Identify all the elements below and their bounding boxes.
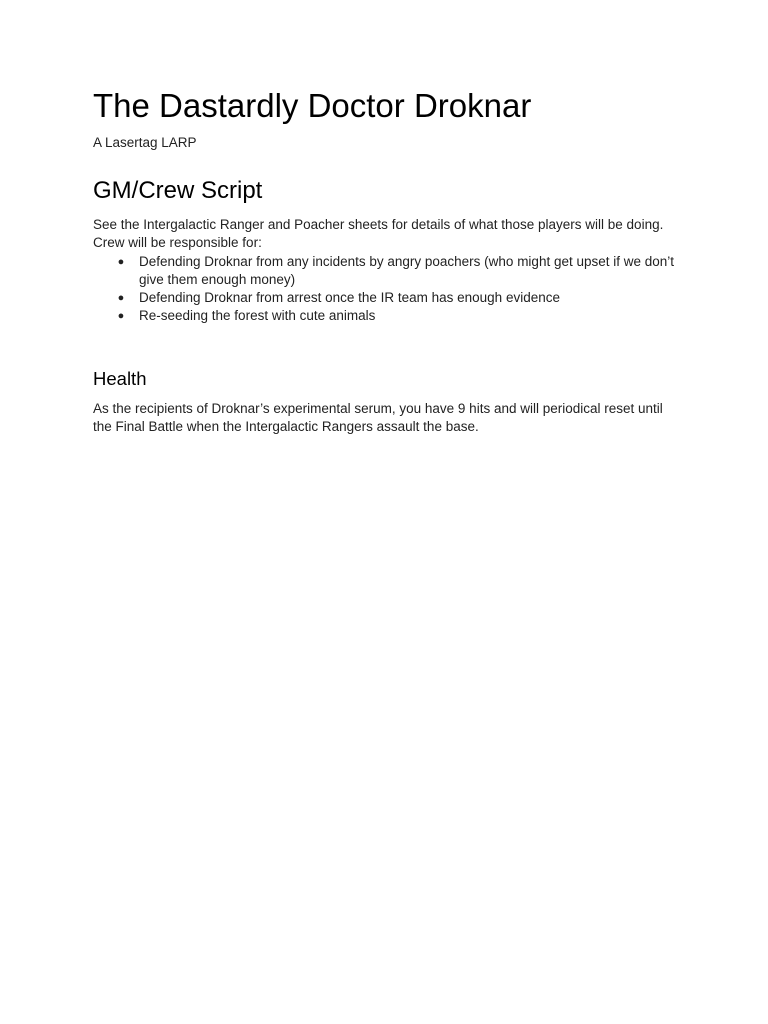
list-item [93,253,683,290]
section-heading-health: Health [93,368,147,389]
responsibilities-list [93,253,683,326]
bullet-icon: ● [117,255,125,268]
document-subtitle: A Lasertag LARP [93,135,197,150]
intro-paragraph: See the Intergalactic Ranger and Poacher sheets for details of what those players will be doing. [93,217,664,232]
list-item-text: Re-seeding the forest with cute animals [139,308,376,324]
section-heading-gm-crew-script: GM/Crew Script [93,177,263,204]
list-item [93,307,683,325]
document-title: The Dastardly Doctor Droknar [93,87,532,124]
health-body [93,400,683,437]
bullet-icon: ● [117,310,125,323]
bullet-icon: ● [117,292,125,305]
gm-crew-script-body [93,216,683,326]
list-item [93,289,683,307]
responsibilities-lead: Crew will be responsible for: [93,235,262,251]
list-item-text: Defending Droknar from arrest once the IR team has enough evidence [139,290,560,306]
health-paragraph: As the recipients of Droknar’s experimental serum, you have 9 hits and will periodical reset until the Final Battle when the Intergalactic Rangers assault the base. [93,401,663,435]
list-item-text: Defending Droknar from any incidents by angry poachers (who might get upset if we don’t give them enough money) [139,253,675,287]
